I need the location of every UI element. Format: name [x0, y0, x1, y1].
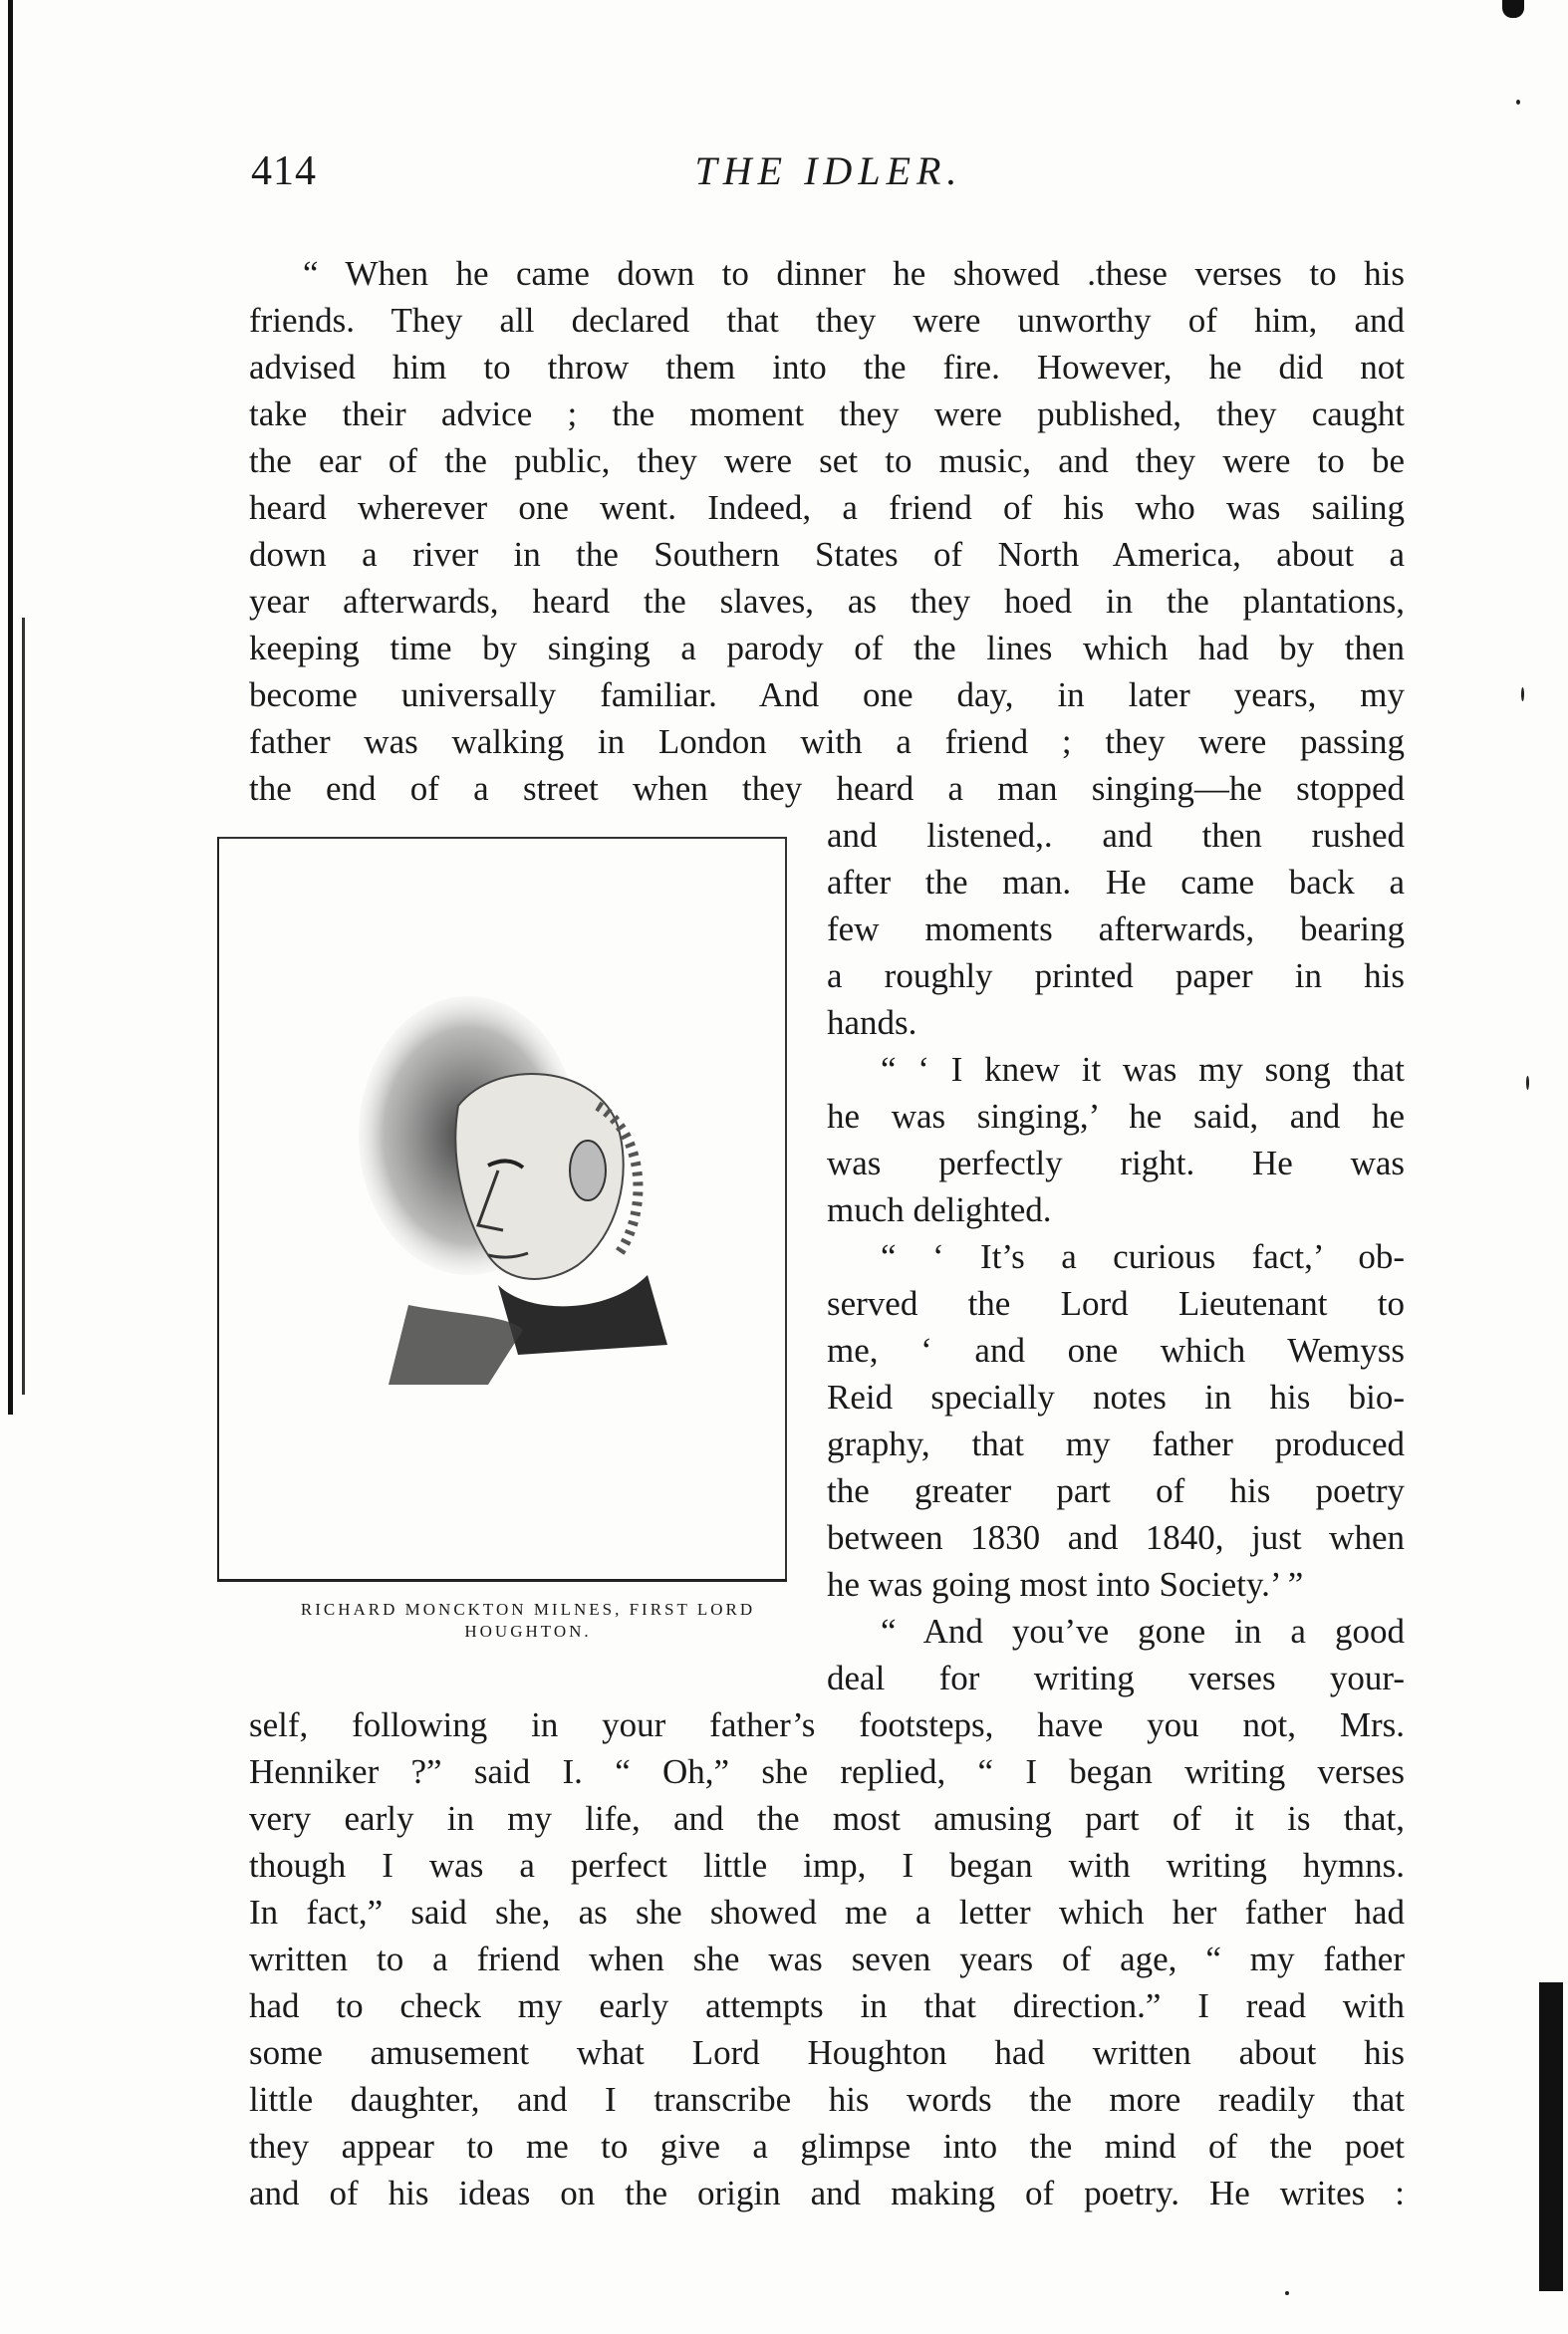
scan-speck — [1521, 687, 1524, 701]
text-line: served the Lord Lieutenant to — [827, 1284, 1405, 1323]
text-line: deal for writing verses your- — [827, 1659, 1405, 1697]
scan-margin-rule — [8, 0, 13, 1415]
text-line: self, following in your father’s footsteps, have you not, Mrs. — [249, 1705, 1405, 1744]
scan-margin-rule-2 — [22, 618, 25, 1395]
text-line: between 1830 and 1840, just when — [827, 1518, 1405, 1557]
text-line: graphy, that my father produced — [827, 1425, 1405, 1463]
text-line: after the man. He came back a — [827, 863, 1405, 902]
text-line: a roughly printed paper in his — [827, 956, 1405, 995]
running-title: THE IDLER. — [694, 148, 963, 193]
text-line: year afterwards, heard the slaves, as they hoed in the plantations, — [249, 582, 1405, 621]
text-line: “ When he came down to dinner he showed .these verses to his — [303, 254, 1405, 293]
text-line: hands. — [827, 1003, 917, 1042]
page-number: 414 — [251, 148, 317, 194]
text-line: written to a friend when she was seven years of age, “ my father — [249, 1940, 1405, 1978]
text-line: “ ‘ I knew it was my song that — [881, 1050, 1405, 1089]
caption-line: RICHARD MONCKTON MILNES, FIRST LORD — [300, 1600, 756, 1619]
text-line: me, ‘ and one which Wemyss — [827, 1331, 1405, 1370]
scan-corner-mark — [1502, 0, 1524, 18]
text-line: friends. They all declared that they were unworthy of him, and — [249, 301, 1405, 340]
figure-top-border — [219, 837, 787, 839]
text-line: Reid specially notes in his bio- — [827, 1378, 1405, 1417]
scan-speck — [1516, 100, 1520, 105]
text-line: father was walking in London with a friend ; they were passing — [249, 722, 1405, 761]
text-line: become universally familiar. And one day, in later years, my — [249, 675, 1405, 714]
text-line: and of his ideas on the origin and making of poetry. He writes : — [249, 2174, 1405, 2212]
text-line: he was going most into Society.’ ” — [827, 1565, 1304, 1604]
text-line: keeping time by singing a parody of the lines which had by then — [249, 629, 1405, 667]
text-line: down a river in the Southern States of North America, about a — [249, 535, 1405, 574]
caption-line: HOUGHTON. — [464, 1622, 592, 1641]
text-line: the ear of the public, they were set to music, and they were to be — [249, 441, 1405, 480]
text-line: he was singing,’ he said, and he — [827, 1097, 1405, 1136]
text-line: heard wherever one went. Indeed, a friend of his who was sailing — [249, 488, 1405, 527]
text-line: take their advice ; the moment they were published, they caught — [249, 394, 1405, 433]
figure-caption — [229, 1599, 827, 1643]
text-line: much delighted. — [827, 1190, 1052, 1229]
text-line: they appear to me to give a glimpse into the mind of the poet — [249, 2127, 1405, 2166]
text-line: Henniker ?” said I. “ Oh,” she replied, “ I began writing verses — [249, 1752, 1405, 1791]
scan-speck — [1285, 2291, 1289, 2295]
text-line: little daughter, and I transcribe his words the more readily that — [249, 2080, 1405, 2119]
text-line: though I was a perfect little imp, I began with writing hymns. — [249, 1846, 1405, 1885]
scan-edge-mark — [1539, 1982, 1563, 2291]
portrait-figure — [217, 837, 787, 1582]
text-line: and listened,. and then rushed — [827, 816, 1405, 855]
text-line: some amusement what Lord Houghton had written about his — [249, 2033, 1405, 2072]
text-line: advised him to throw them into the fire. However, he did not — [249, 348, 1405, 387]
text-line: “ ‘ It’s a curious fact,’ ob- — [881, 1237, 1405, 1276]
scan-speck — [1526, 1076, 1529, 1090]
text-line: “ And you’ve gone in a good — [881, 1612, 1405, 1651]
text-line: the end of a street when they heard a man singing—he stopped — [249, 769, 1405, 808]
text-line: the greater part of his poetry — [827, 1471, 1405, 1510]
text-line: In fact,” said she, as she showed me a letter which her father had — [249, 1893, 1405, 1932]
text-line: very early in my life, and the most amusing part of it is that, — [249, 1799, 1405, 1838]
text-line: had to check my early attempts in that direction.” I read with — [249, 1986, 1405, 2025]
text-line: was perfectly right. He was — [827, 1144, 1405, 1182]
portrait-engraving-icon — [349, 986, 707, 1385]
text-line: few moments afterwards, bearing — [827, 909, 1405, 948]
page-header — [251, 147, 1407, 207]
figure-right-border — [785, 837, 787, 1579]
